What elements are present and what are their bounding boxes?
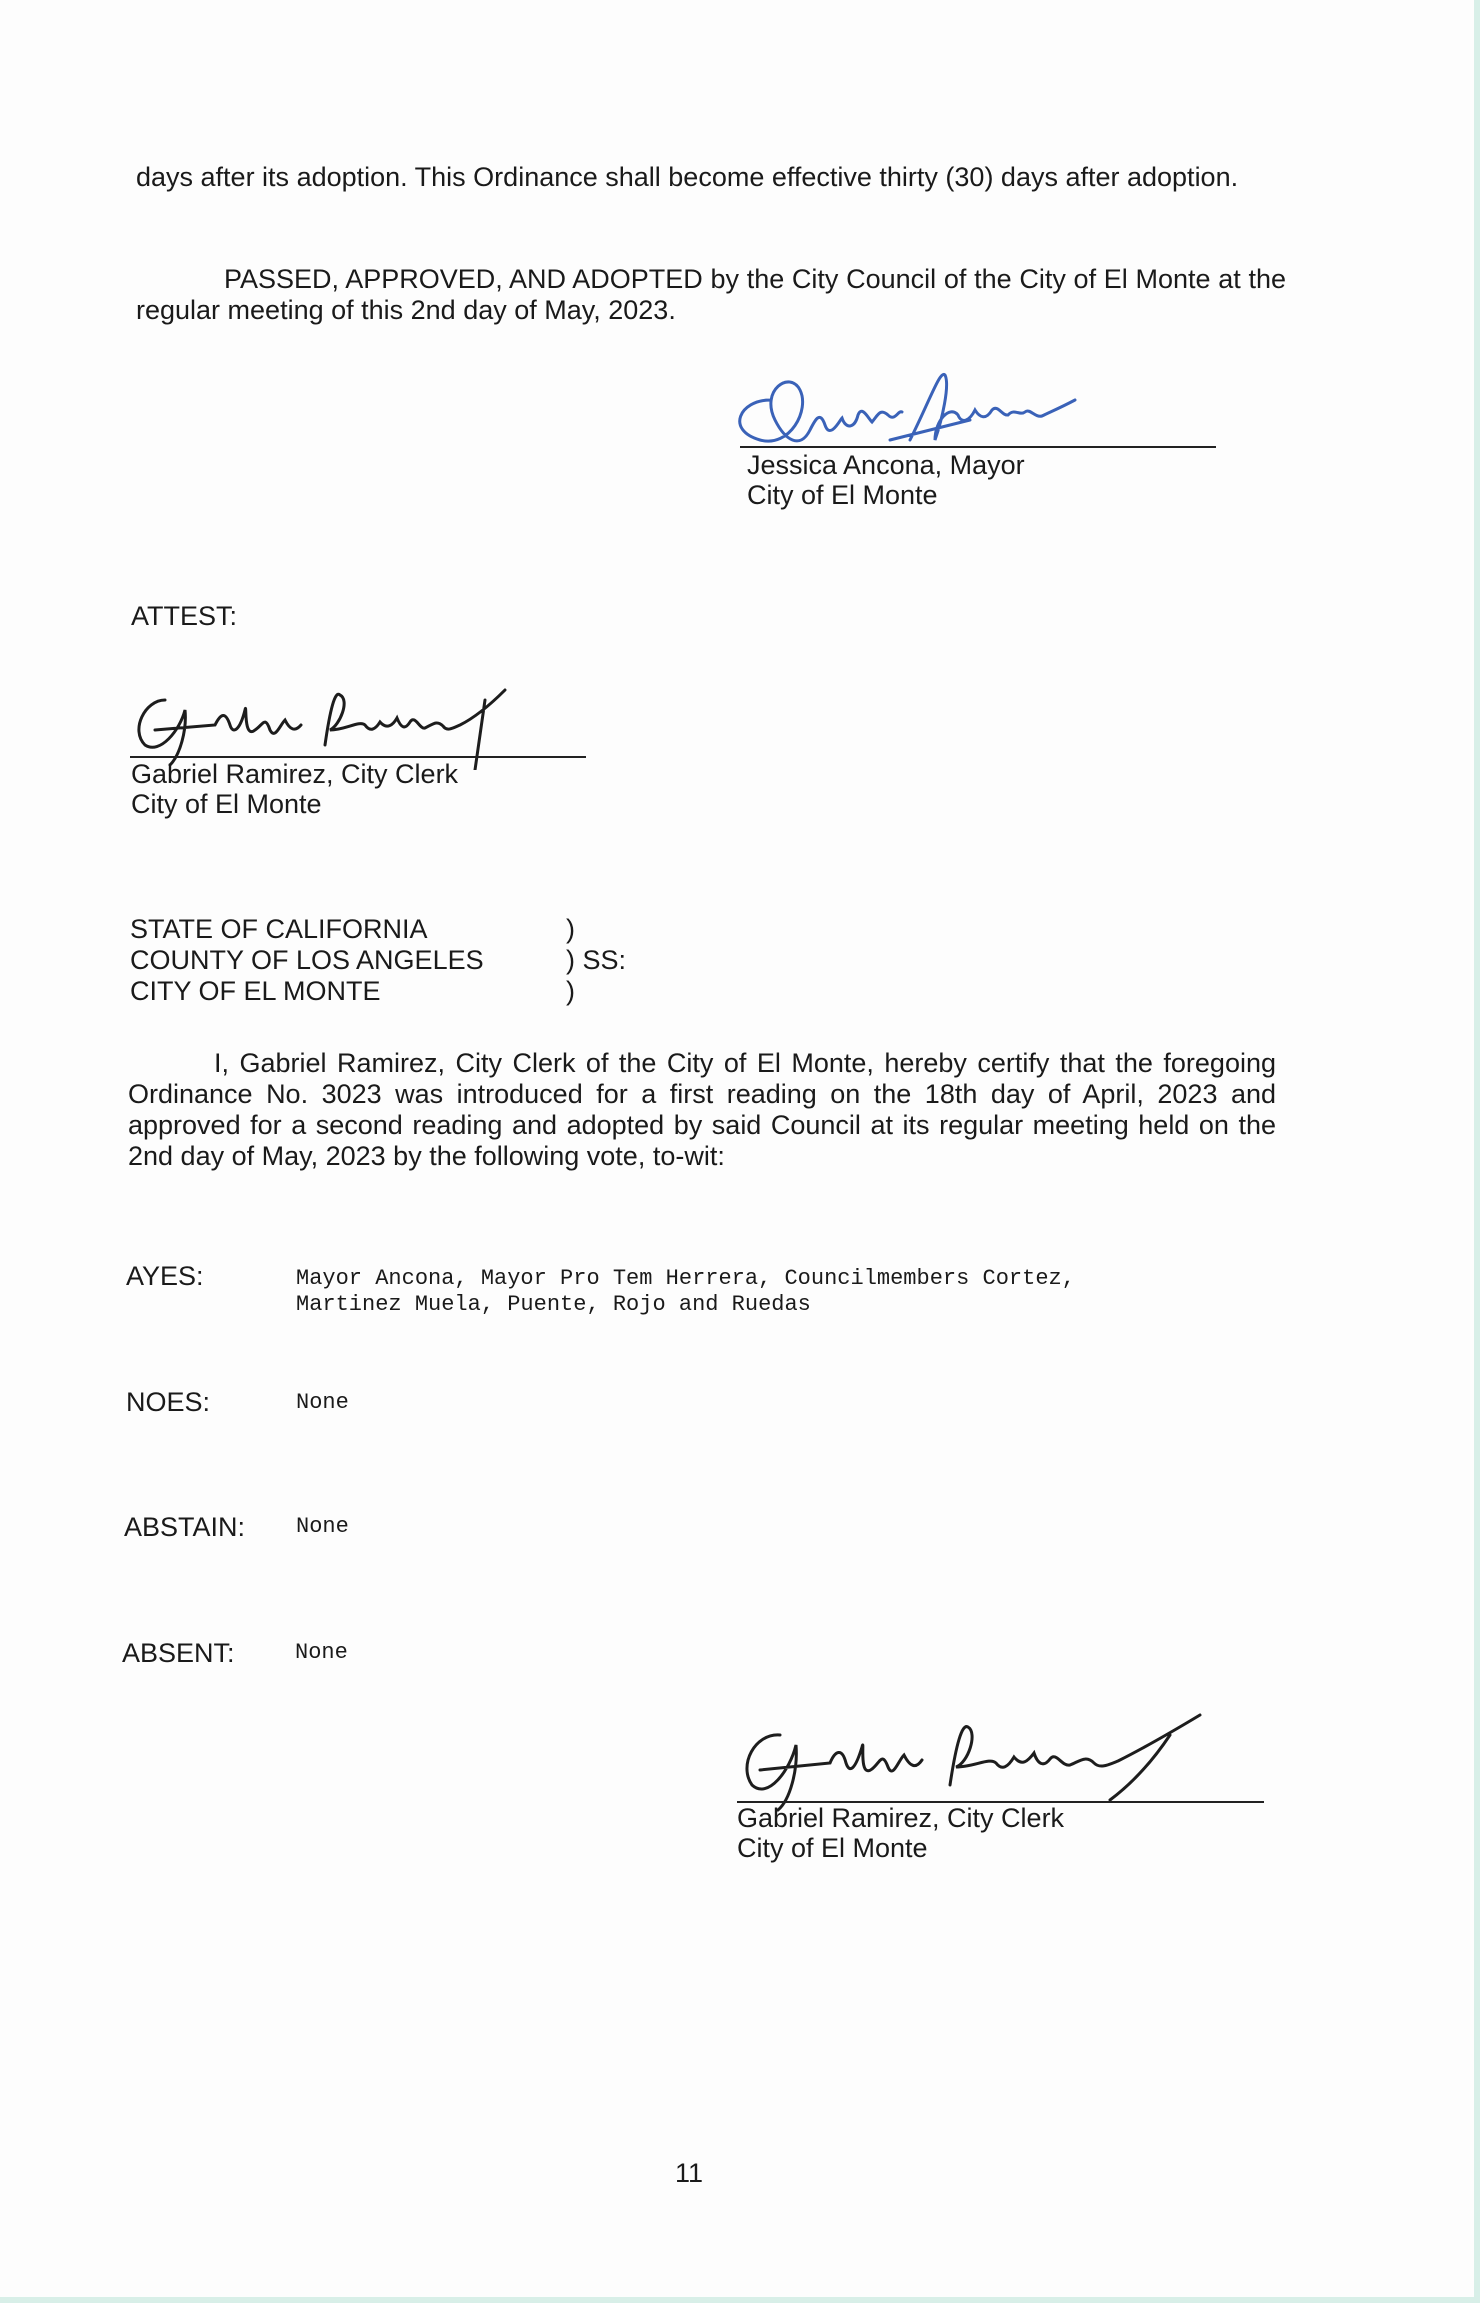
clerk-name: Gabriel Ramirez, City Clerk	[737, 1803, 1065, 1833]
venue-city: CITY OF EL MONTE	[130, 976, 381, 1006]
venue-county: COUNTY OF LOS ANGELES	[130, 945, 484, 975]
passed-lead: PASSED, APPROVED, AND ADOPTED	[224, 264, 703, 294]
attest-city: City of El Monte	[131, 789, 322, 819]
ayes-line-2: Martinez Muela, Puente, Rojo and Ruedas	[296, 1292, 811, 1317]
attest-name: Gabriel Ramirez, City Clerk	[131, 759, 459, 789]
venue-bracket-1: )	[566, 914, 575, 944]
ayes-label: AYES:	[126, 1261, 204, 1291]
page-number: 11	[675, 2158, 704, 2188]
passed-rest: by the City Council of the City of El Monte at the regular meeting of this 2nd day of May, 2023.	[136, 264, 1286, 325]
ayes-line-1: Mayor Ancona, Mayor Pro Tem Herrera, Councilmembers Cortez,	[296, 1266, 1075, 1291]
scan-edge-right	[1474, 0, 1480, 2303]
absent-label: ABSENT:	[122, 1638, 235, 1668]
venue-bracket-ss: ) SS:	[566, 945, 627, 975]
attest-signature-line	[130, 756, 586, 758]
venue-state: STATE OF CALIFORNIA	[130, 914, 428, 944]
absent-value: None	[295, 1640, 348, 1665]
venue-bracket-3: )	[566, 976, 575, 1006]
continuation-paragraph: days after its adoption. This Ordinance shall become effective thirty (30) days after adoption.	[136, 162, 1239, 192]
abstain-label: ABSTAIN:	[124, 1512, 246, 1542]
attest-signature	[125, 670, 545, 770]
mayor-city: City of El Monte	[747, 480, 938, 510]
clerk-signature	[730, 1705, 1250, 1815]
abstain-value: None	[296, 1514, 349, 1539]
clerk-city: City of El Monte	[737, 1833, 928, 1863]
mayor-name: Jessica Ancona, Mayor	[747, 450, 1025, 480]
scan-edge-bottom	[0, 2297, 1480, 2303]
noes-label: NOES:	[126, 1387, 211, 1417]
noes-value: None	[296, 1390, 349, 1415]
passed-paragraph	[136, 264, 1286, 326]
certification-paragraph: I, Gabriel Ramirez, City Clerk of the City of El Monte, hereby certify that the foregoing Ordinance No. 3023 was introduced for a first reading on the 18th day of April, 2023 and approved for a second reading and adopted by said Council at its regular meeting held on the 2nd day of May, 2023 by the following vote, to-wit:	[128, 1048, 1276, 1171]
attest-label: ATTEST:	[131, 601, 238, 631]
mayor-signature-line	[740, 446, 1216, 448]
